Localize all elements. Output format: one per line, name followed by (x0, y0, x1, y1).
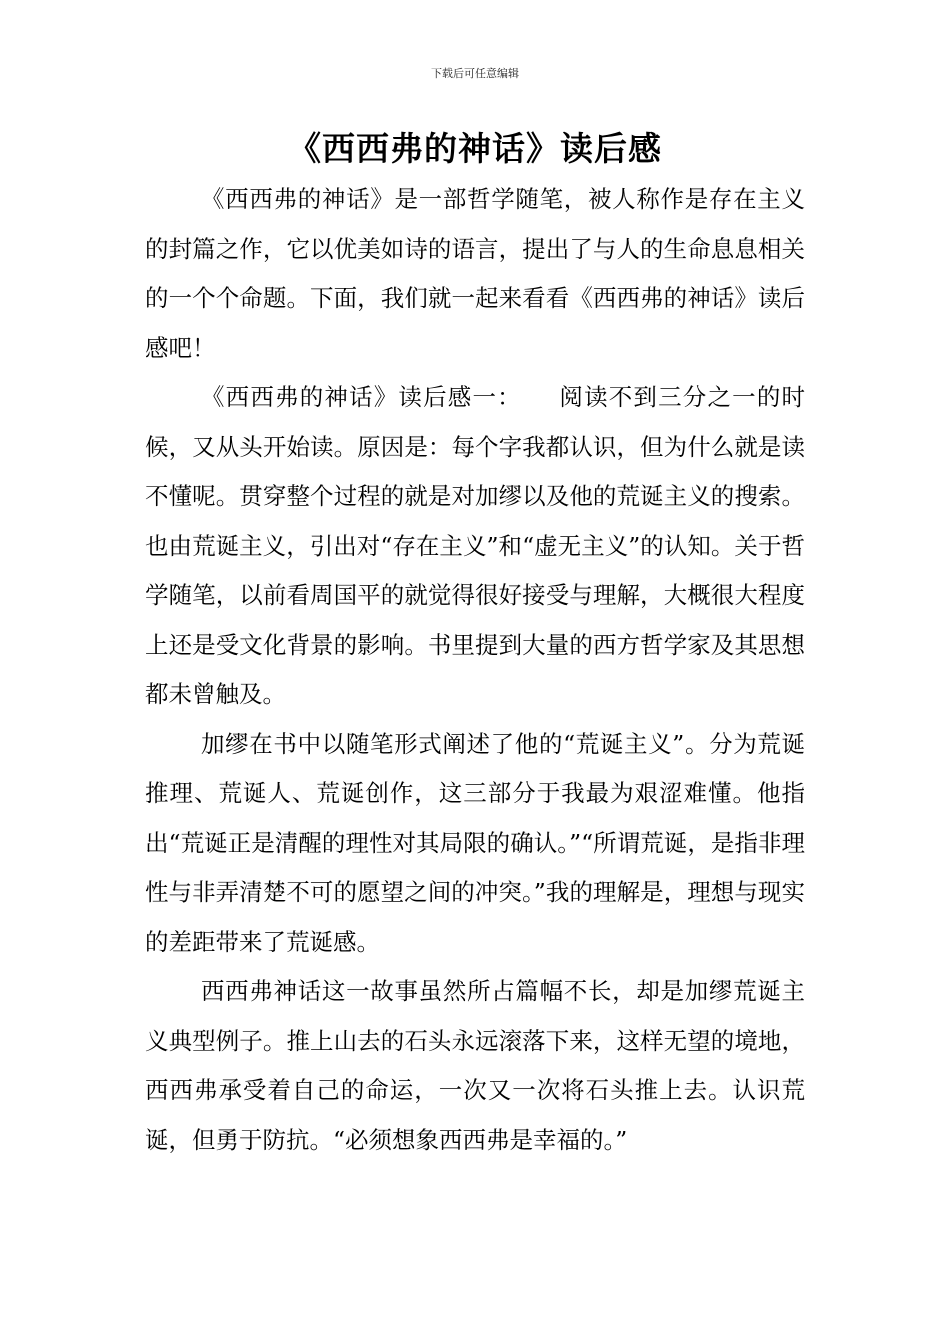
document-title: 《西西弗的神话》读后感 (288, 129, 662, 168)
paragraph-absurdism: 加缪在书中以随笔形式阐述了他的“荒诞主义”。分为荒诞推理、荒诞人、荒诞创作，这三部分于我最为艰涩难懂。他指出“荒诞正是清醒的理性对其局限的确认。”“所谓荒诞，是指非理性与非弄清楚不可的愿望之间的冲突。”我的理解是，理想与现实的差距带来了荒诞感。 (145, 729, 805, 956)
paragraph-sisyphus-myth: 西西弗神话这一故事虽然所占篇幅不长，却是加缪荒诞主义典型例子。推上山去的石头永远滚落下来，这样无望的境地，西西弗承受着自己的命运，一次又一次将石头推上去。认识荒诞，但勇于防抗。“必须想象西西弗是幸福的。” (145, 977, 805, 1154)
paragraph-review-one: 《西西弗的神话》读后感一： 阅读不到三分之一的时候，又从头开始读。原因是：每个字我都认识，但为什么就是读不懂呢。贯穿整个过程的就是对加缪以及他的荒诞主义的搜索。也由荒诞主义，引出对“存在主义”和“虚无主义”的认知。关于哲学随笔，以前看周国平的就觉得很好接受与理解，大概很大程度上还是受文化背景的影响。书里提到大量的西方哲学家及其思想都未曾触及。 (145, 383, 805, 708)
header-note: 下载后可任意编辑 (431, 67, 519, 80)
document-body (145, 175, 805, 1165)
paragraph-intro: 《西西弗的神话》是一部哲学随笔，被人称作是存在主义的封篇之作，它以优美如诗的语言，提出了与人的生命息息相关的一个个命题。下面，我们就一起来看看《西西弗的神话》读后感吧！ (145, 185, 805, 362)
